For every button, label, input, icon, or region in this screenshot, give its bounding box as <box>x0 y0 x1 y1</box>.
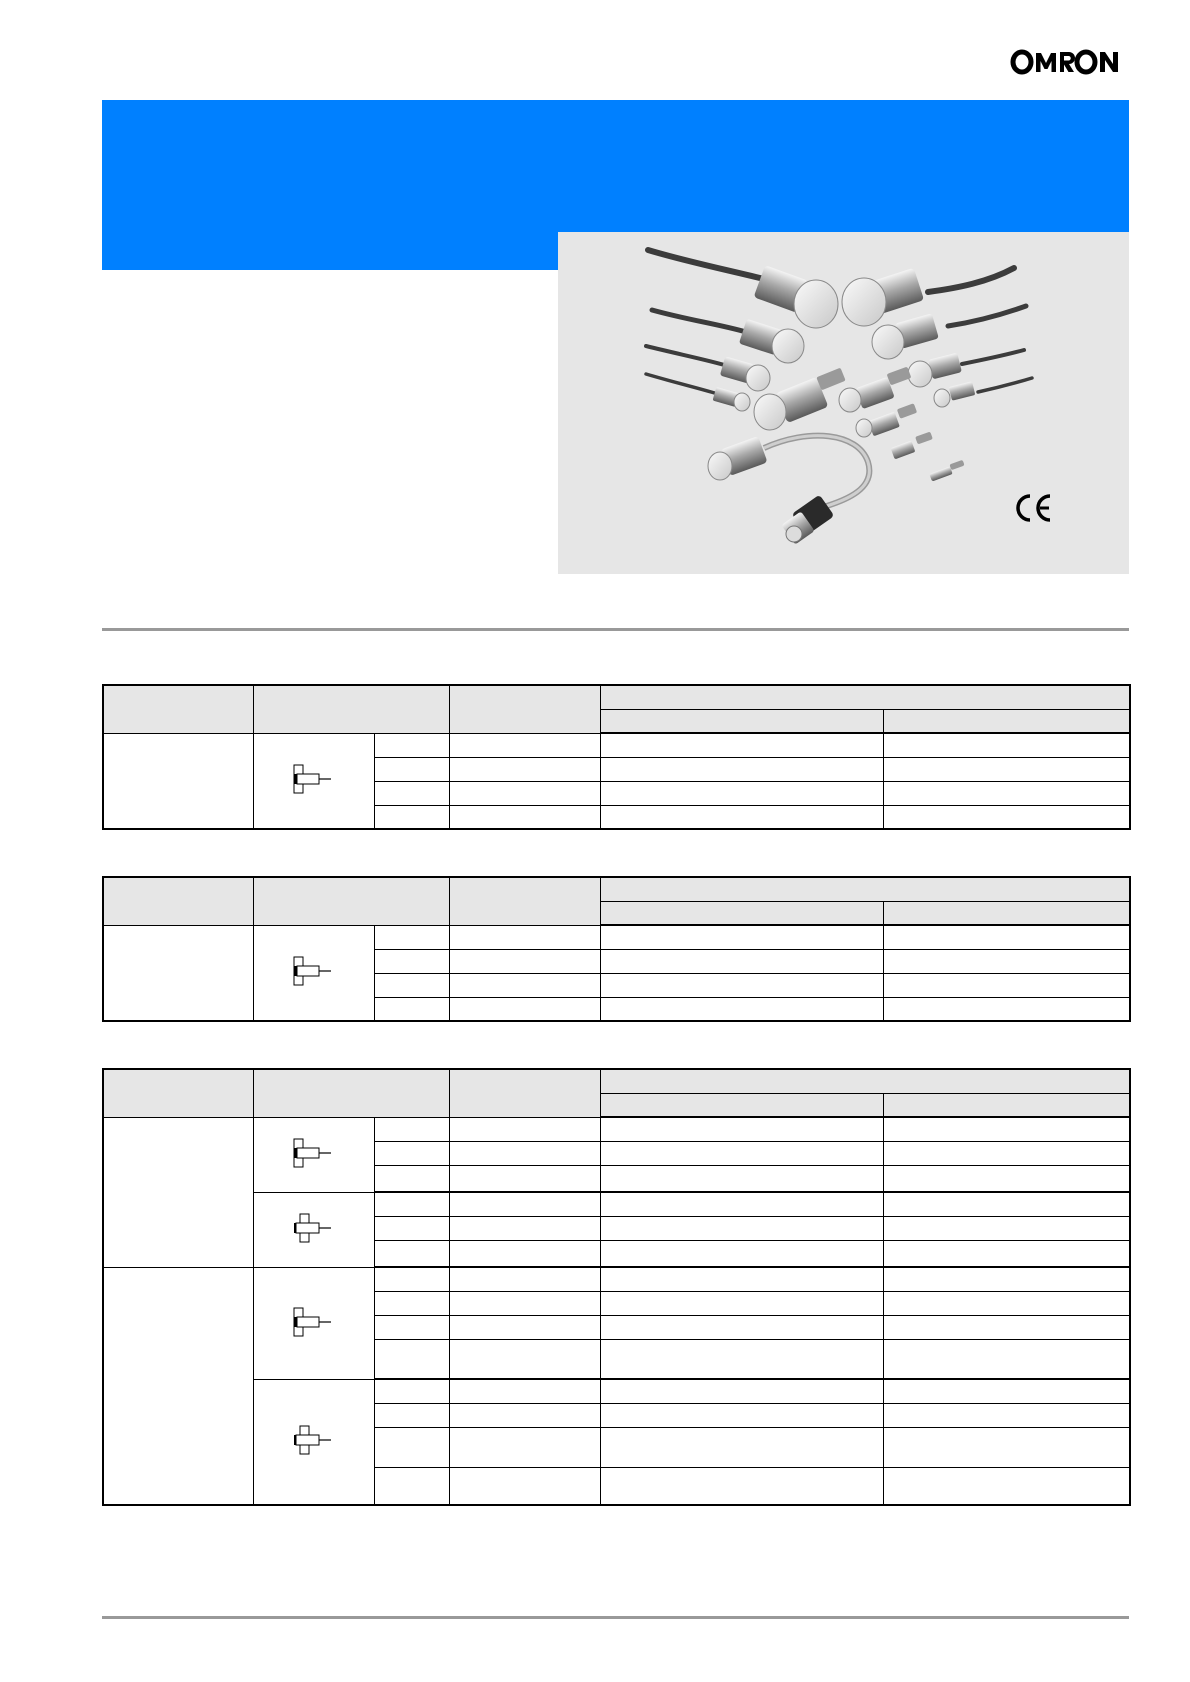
section-rule-bottom <box>102 1616 1129 1619</box>
table-cell <box>449 1216 600 1240</box>
table-cell <box>374 1141 449 1165</box>
table-cell <box>103 1117 253 1267</box>
table-cell <box>374 1117 449 1141</box>
table-cell <box>600 781 883 805</box>
table-cell <box>374 925 449 949</box>
section-rule-top <box>102 628 1129 631</box>
table-cell <box>374 997 449 1021</box>
table-cell <box>600 1141 883 1165</box>
table-cell <box>374 949 449 973</box>
header-cell <box>103 685 253 733</box>
table-cell <box>883 1216 1130 1240</box>
ordering-table-2 <box>102 876 1131 1022</box>
header-cell <box>253 685 449 733</box>
unshielded-mounting-symbol-icon <box>291 1210 337 1246</box>
table-row <box>103 925 1130 949</box>
table-cell <box>374 1403 449 1427</box>
table-cell <box>449 1240 600 1267</box>
table-cell <box>103 733 253 829</box>
table-cell <box>449 1117 600 1141</box>
table-cell <box>374 1427 449 1467</box>
ordering-table-1 <box>102 684 1131 830</box>
omron-logo <box>1010 46 1128 78</box>
table-cell <box>600 1403 883 1427</box>
header-cell <box>449 685 600 733</box>
table-cell <box>449 925 600 949</box>
header-cell <box>883 709 1130 733</box>
unshielded-mounting-symbol-icon <box>291 1422 337 1458</box>
table-cell <box>600 1267 883 1291</box>
table-cell <box>449 1165 600 1192</box>
table-cell <box>600 1291 883 1315</box>
table-cell <box>374 1192 449 1216</box>
table-cell <box>600 1165 883 1192</box>
table-cell <box>449 1339 600 1379</box>
table-cell <box>883 733 1130 757</box>
shielded-mounting-symbol-icon <box>291 953 337 989</box>
header-cell <box>600 901 883 925</box>
header-cell <box>253 1069 449 1117</box>
table-cell <box>374 1467 449 1505</box>
table-cell <box>600 757 883 781</box>
mounting-cell <box>253 1117 374 1192</box>
ordering-table-3 <box>102 1068 1131 1506</box>
table-cell <box>374 757 449 781</box>
table-row <box>103 1267 1130 1291</box>
table-row <box>103 1379 1130 1403</box>
table-cell <box>449 805 600 829</box>
table-cell <box>374 1165 449 1192</box>
table-cell <box>449 757 600 781</box>
table-cell <box>883 805 1130 829</box>
table-cell <box>449 997 600 1021</box>
table-cell <box>600 1315 883 1339</box>
header-cell <box>883 1093 1130 1117</box>
table-cell <box>374 1291 449 1315</box>
header-cell <box>253 877 449 925</box>
table-cell <box>449 949 600 973</box>
table-cell <box>374 733 449 757</box>
header-cell <box>449 877 600 925</box>
product-photo <box>558 232 1129 574</box>
table-cell <box>374 805 449 829</box>
table-cell <box>449 1379 600 1403</box>
table-cell <box>449 781 600 805</box>
table-cell <box>883 1403 1130 1427</box>
table-cell <box>883 925 1130 949</box>
shielded-mounting-symbol-icon <box>291 1304 337 1340</box>
mounting-cell <box>253 1192 374 1267</box>
table-cell <box>600 973 883 997</box>
table-cell <box>449 1315 600 1339</box>
table-cell <box>883 1379 1130 1403</box>
table-cell <box>600 1240 883 1267</box>
table-header-row <box>103 1069 1130 1093</box>
ce-mark-icon <box>1018 496 1050 520</box>
table-cell <box>449 1467 600 1505</box>
header-cell <box>600 1093 883 1117</box>
table-cell <box>883 949 1130 973</box>
table-cell <box>883 973 1130 997</box>
header-cell <box>883 901 1130 925</box>
shielded-mounting-symbol-icon <box>291 1135 337 1171</box>
table-header-row <box>103 877 1130 901</box>
table-cell <box>449 1141 600 1165</box>
table-cell <box>883 997 1130 1021</box>
table-cell <box>883 1467 1130 1505</box>
table-cell <box>374 781 449 805</box>
table-cell <box>883 1427 1130 1467</box>
header-cell <box>600 1069 1130 1093</box>
table-cell <box>374 1379 449 1403</box>
table-cell <box>883 1117 1130 1141</box>
table-cell <box>883 1339 1130 1379</box>
table-cell <box>600 1467 883 1505</box>
header-cell <box>449 1069 600 1117</box>
table-cell <box>449 1267 600 1291</box>
mounting-cell <box>253 1379 374 1505</box>
table-cell <box>103 1267 253 1505</box>
table-cell <box>600 949 883 973</box>
table-cell <box>600 1117 883 1141</box>
table-cell <box>449 1192 600 1216</box>
table-cell <box>883 1291 1130 1315</box>
header-cell <box>600 685 1130 709</box>
table-cell <box>449 1427 600 1467</box>
mounting-cell <box>253 733 374 829</box>
table-cell <box>600 1216 883 1240</box>
table-cell <box>600 805 883 829</box>
table-row <box>103 1192 1130 1216</box>
table-cell <box>600 733 883 757</box>
table-cell <box>883 781 1130 805</box>
mounting-cell <box>253 925 374 1021</box>
table-cell <box>883 1315 1130 1339</box>
header-cell <box>103 877 253 925</box>
table-cell <box>883 1240 1130 1267</box>
table-cell <box>449 973 600 997</box>
mounting-cell <box>253 1267 374 1379</box>
table-cell <box>103 925 253 1021</box>
table-row <box>103 1117 1130 1141</box>
table-cell <box>883 1165 1130 1192</box>
table-cell <box>449 1291 600 1315</box>
table-cell <box>883 1141 1130 1165</box>
table-cell <box>374 973 449 997</box>
table-cell <box>374 1267 449 1291</box>
header-cell <box>600 709 883 733</box>
table-cell <box>600 1427 883 1467</box>
table-cell <box>374 1339 449 1379</box>
table-cell <box>600 925 883 949</box>
table-cell <box>600 1192 883 1216</box>
header-cell <box>103 1069 253 1117</box>
table-cell <box>883 1192 1130 1216</box>
table-row <box>103 733 1130 757</box>
table-cell <box>883 757 1130 781</box>
table-cell <box>600 1339 883 1379</box>
shielded-mounting-symbol-icon <box>291 761 337 797</box>
table-cell <box>449 733 600 757</box>
table-cell <box>374 1240 449 1267</box>
table-cell <box>449 1403 600 1427</box>
table-cell <box>374 1315 449 1339</box>
table-cell <box>374 1216 449 1240</box>
table-cell <box>600 997 883 1021</box>
table-header-row <box>103 685 1130 709</box>
table-cell <box>883 1267 1130 1291</box>
table-cell <box>600 1379 883 1403</box>
header-cell <box>600 877 1130 901</box>
